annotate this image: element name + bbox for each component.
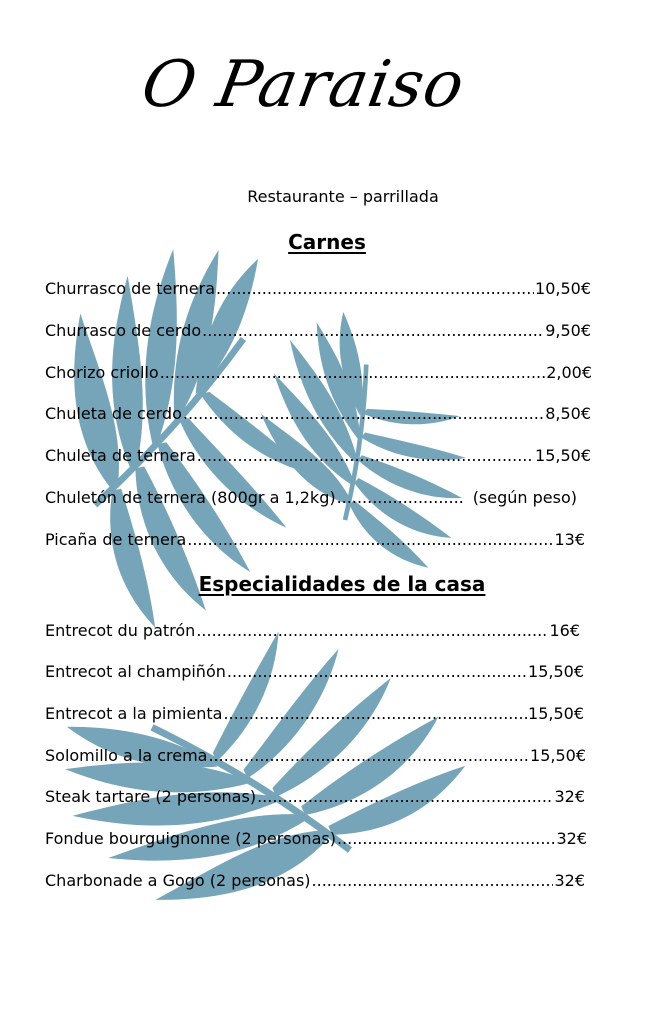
dot-leader [223,704,527,723]
item-price: (según peso) [472,488,577,507]
dot-leader [160,363,546,382]
dot-leader [257,787,553,806]
dot-leader [196,621,548,640]
item-name: Churrasco de cerdo [45,321,202,340]
item-name: Fondue bourguignonne (2 personas) [45,829,336,848]
item-name: Entrecot a la pimienta [45,704,223,723]
item-name: Entrecot al champiñón [45,662,226,681]
dot-leader [337,488,463,507]
item-price: 16€ [549,621,580,640]
dot-leader [197,446,534,465]
section-heading-carnes: Carnes [288,230,366,254]
menu-item [45,321,591,343]
item-price: 8,50€ [545,404,591,423]
menu-item [45,621,580,643]
menu-item [45,746,586,768]
item-price: 32€ [556,829,587,848]
menu-item [45,279,591,301]
item-name: Chuleta de ternera [45,446,196,465]
item-name: Entrecot du patrón [45,621,196,640]
item-name: Solomillo a la crema [45,746,208,765]
dot-leader [187,530,553,549]
item-name: Chuletón de ternera (800gr a 1,2kg) [45,488,336,507]
item-name: Steak tartare (2 personas) [45,787,257,806]
item-price: 32€ [554,871,585,890]
dot-leader [202,321,544,340]
menu-item [45,787,585,809]
dot-leader [216,279,534,298]
menu-item [45,704,584,726]
item-price: 2,00€ [546,363,592,382]
menu-item [45,488,577,510]
item-price: 15,50€ [530,746,586,765]
item-price: 15,50€ [535,446,591,465]
item-name: Chorizo criollo [45,363,159,382]
item-name: Charbonade a Gogo (2 personas) [45,871,311,890]
item-price: 15,50€ [528,662,584,681]
item-price: 13€ [554,530,585,549]
menu-item [45,662,584,684]
subtitle: Restaurante – parrillada [247,187,439,206]
section-heading-especialidades: Especialidades de la casa [198,572,486,596]
dot-leader [227,662,527,681]
restaurant-logo: O Paraiso [136,48,470,122]
menu-item [45,871,585,893]
item-name: Chuleta de cerdo [45,404,182,423]
menu-item [45,530,585,552]
menu-item [45,446,591,468]
dot-leader [183,404,544,423]
dot-leader [312,871,554,890]
item-name: Picaña de ternera [45,530,187,549]
item-name: Churrasco de ternera [45,279,216,298]
item-price: 10,50€ [535,279,591,298]
item-price: 15,50€ [528,704,584,723]
item-price: 32€ [554,787,585,806]
menu-item [45,829,587,851]
dot-leader [208,746,529,765]
menu-item [45,363,592,385]
item-price: 9,50€ [545,321,591,340]
dot-leader [337,829,556,848]
menu-item [45,404,591,426]
